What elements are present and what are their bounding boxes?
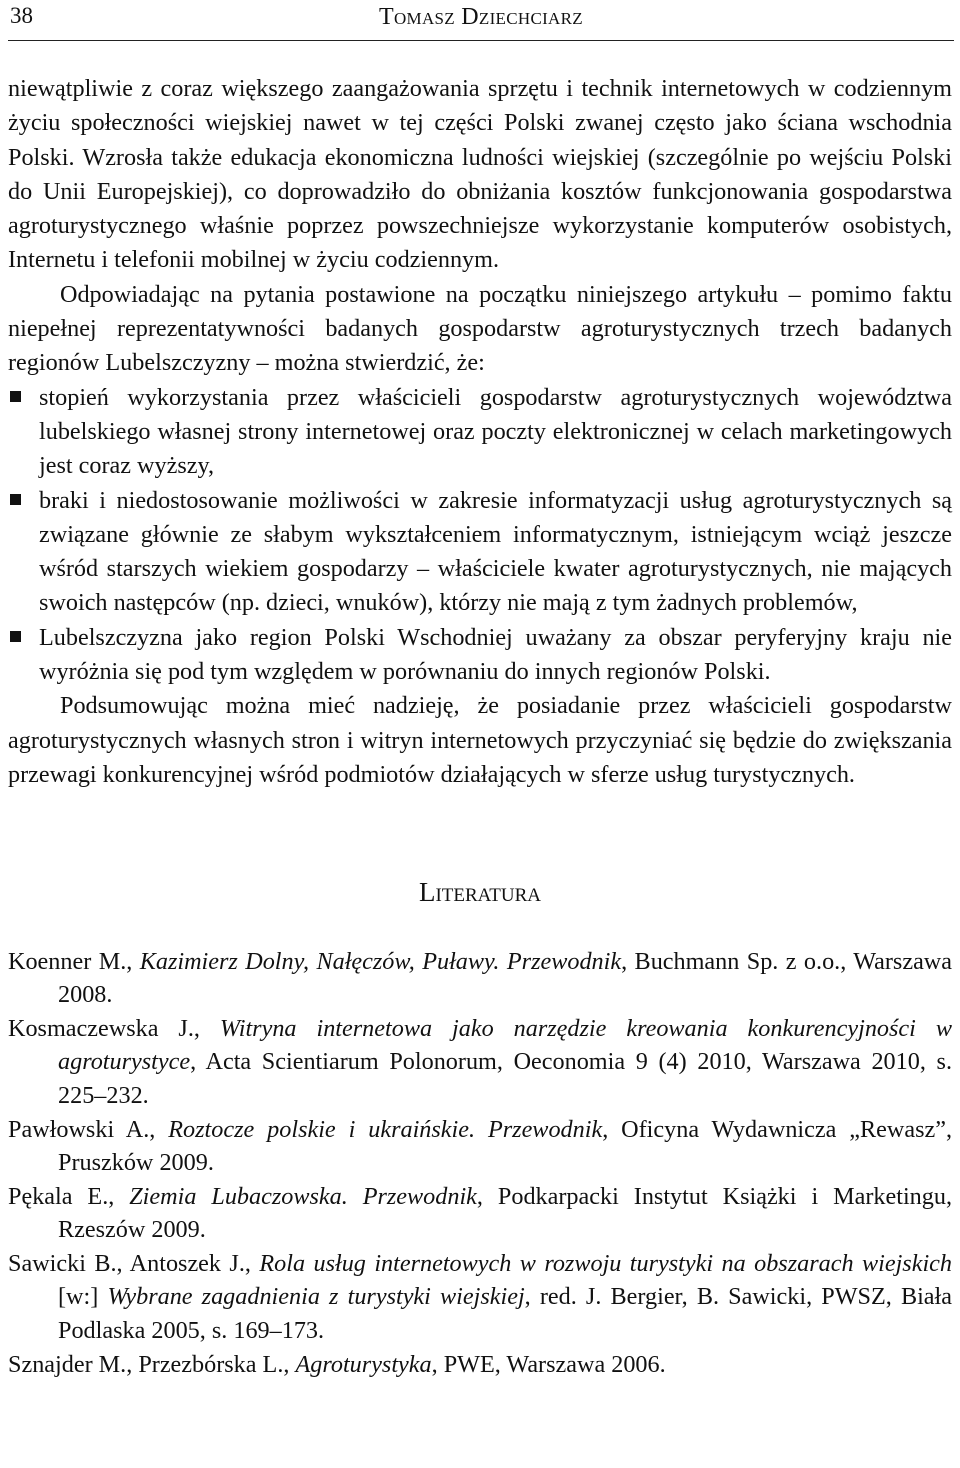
list-item-text: Lubelszczyzna jako region Polski Wschodniej uważany za obszar peryferyjny kraju nie wyróżnia się pod tym względem w porównaniu do innych regionów Polski.	[39, 623, 952, 686]
reference-details: , Oficyna Wydawnicza „Rewasz”, Pruszków 2009.	[58, 1115, 953, 1177]
list-item	[8, 381, 952, 484]
conclusions-list	[8, 381, 952, 690]
reference-connector: [w:]	[58, 1283, 108, 1311]
reference-details: , PWE, Warszawa 2006.	[431, 1350, 666, 1378]
page-content	[8, 72, 952, 1381]
reference-entry	[8, 1348, 952, 1382]
list-item-text: braki i niedostosowanie możliwości w zakresie informatyzacji usług agroturystycznych są związane głównie ze słabym wykształceniem informatycznym, istniejącym wciąż jeszcze wśród starszych wiekiem gospodarzy – właściciele kwater agroturystycznych, nie mających swoich następców (np. dzieci, wnuków), którzy nie mają z tym żadnych problemów,	[39, 486, 952, 617]
reference-details: , Acta Scientiarum Polonorum, Oeconomia 9 (4) 2010, Warszawa 2010, s. 225–232.	[58, 1048, 952, 1109]
running-head-author: Tomasz Dziechciarz	[379, 4, 583, 30]
reference-title: Agroturystyka	[295, 1350, 432, 1378]
reference-author: Sawicki B., Antoszek J.,	[8, 1249, 260, 1277]
reference-author: Pawłowski A.,	[8, 1115, 169, 1143]
square-bullet-icon	[10, 631, 21, 642]
list-item	[8, 621, 952, 690]
reference-author: Koenner M.,	[8, 947, 140, 975]
list-item-text: stopień wykorzystania przez właścicieli gospodarstw agroturystycznych województwa lubelskiego własnej strony internetowej oraz poczty elektronicznej w celach marketingowych jest coraz wyższy,	[39, 383, 952, 480]
reference-author: Sznajder M., Przezbórska L.,	[8, 1350, 296, 1378]
reference-entry	[8, 1012, 952, 1113]
reference-details: , red. J. Bergier, B. Sawicki, PWSZ, Biała Podlaska 2005, s. 169–173.	[58, 1283, 953, 1345]
body-paragraph: Podsumowując można mieć nadzieję, że posiadanie przez właścicieli gospodarstw agroturystycznych własnych stron i witryn internetowych przyczyniać się będzie do zwiększania przewagi konkurencyjnej wśród podmiotów działających w sferze usług turystycznych.	[8, 692, 952, 788]
reference-title: Rola usług internetowych w rozwoju turystyki na obszarach wiejskich	[259, 1249, 952, 1277]
reference-details: , Podkarpacki Instytut Książki i Marketingu, Rzeszów 2009.	[58, 1182, 953, 1244]
reference-title: Kazimierz Dolny, Nałęczów, Puławy. Przewodnik	[139, 947, 622, 975]
reference-entry	[8, 1113, 952, 1180]
literature-heading: Literatura	[418, 877, 542, 908]
square-bullet-icon	[10, 391, 21, 402]
reference-author: Kosmaczewska J.,	[8, 1014, 220, 1042]
reference-title: Roztocze polskie i ukraińskie. Przewodnik	[168, 1115, 603, 1143]
square-bullet-icon	[10, 494, 21, 505]
list-item	[8, 484, 952, 621]
reference-title: Ziemia Lubaczowska. Przewodnik	[129, 1182, 477, 1210]
reference-list	[8, 945, 952, 1382]
page-header	[8, 0, 954, 41]
reference-details: , Buchmann Sp. z o.o., Warszawa 2008.	[58, 947, 953, 1009]
page-number: 38	[10, 3, 33, 28]
reference-entry	[8, 1180, 952, 1247]
reference-book-title: Wybrane zagadnienia z turystyki wiejskiej	[107, 1283, 525, 1311]
reference-title: Witryna internetowa jako narzędzie kreowania konkurencyjności w agroturystyce	[58, 1014, 953, 1076]
body-paragraph: niewątpliwie z coraz większego zaangażowania sprzętu i technik internetowych w codziennym życiu społeczności wiejskiej nawet w tej części Polski zwanej często jako ściana wschodnia Polski. Wzrosła także edukacja ekonomiczna ludności wiejskiej (szczególnie po wejściu Polski do Unii Europejskiej), co doprowadziło do obniżania kosztów funkcjonowania gospodarstwa agroturystycznego właśnie poprzez powszechniejsze wykorzystanie komputerów osobistych, Internetu i telefonii mobilnej w życiu codziennym.	[8, 75, 952, 274]
reference-entry	[8, 1247, 952, 1348]
reference-author: Pękala E.,	[8, 1182, 130, 1210]
reference-entry	[8, 945, 952, 1012]
body-paragraph: Odpowiadając na pytania postawione na początku niniejszego artykułu – pomimo faktu niepełnej reprezentatywności badanych gospodarstw agroturystycznych trzech badanych regionów Lubelszczyzny – można stwierdzić, że:	[8, 280, 952, 377]
